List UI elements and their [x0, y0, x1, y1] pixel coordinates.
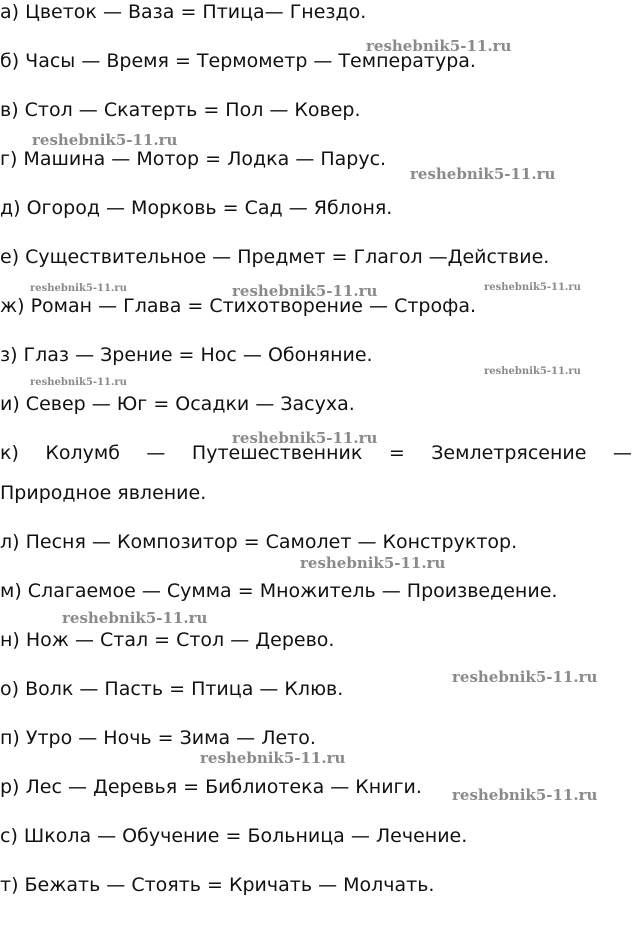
k-word: к): [0, 442, 19, 464]
analogy-line-m: м) Слагаемое — Сумма = Множитель — Произведение.: [0, 580, 558, 602]
watermark: reshebnik5-11.ru: [452, 668, 598, 686]
watermark: reshebnik5-11.ru: [366, 37, 512, 55]
watermark: reshebnik5-11.ru: [232, 282, 378, 300]
k-word: —: [146, 442, 166, 464]
watermark: reshebnik5-11.ru: [452, 786, 598, 804]
watermark: reshebnik5-11.ru: [30, 283, 127, 294]
watermark: reshebnik5-11.ru: [200, 749, 346, 767]
analogy-line-l: л) Песня — Композитор = Самолет — Конструктор.: [0, 531, 518, 553]
analogy-line-p: п) Утро — Ночь = Зима — Лето.: [0, 727, 316, 749]
k-word: =: [388, 442, 405, 464]
analogy-line-zh: ж) Роман — Глава = Стихотворение — Строфа.: [0, 295, 477, 317]
analogy-line-o: о) Волк — Пасть = Птица — Клюв.: [0, 678, 344, 700]
watermark: reshebnik5-11.ru: [484, 366, 581, 377]
analogy-line-r: р) Лес — Деревья = Библиотека — Книги.: [0, 776, 422, 798]
watermark: reshebnik5-11.ru: [62, 609, 208, 627]
analogy-line-n: н) Нож — Стал = Стол — Дерево.: [0, 629, 335, 651]
analogy-line-z: з) Глаз — Зрение = Нос — Обоняние.: [0, 344, 373, 366]
analogy-line-a: а) Цветок — Ваза = Птица— Гнездо.: [0, 1, 367, 23]
watermark: reshebnik5-11.ru: [32, 131, 178, 149]
analogy-line-b: б) Часы — Время = Термометр — Температура.: [0, 50, 476, 72]
k-word: Землетрясение: [431, 442, 587, 464]
analogy-line-t: т) Бежать — Стоять = Кричать — Молчать.: [0, 874, 435, 896]
k-word: Колумб: [45, 442, 120, 464]
analogy-line-v: в) Стол — Скатерть = Пол — Ковер.: [0, 99, 361, 121]
analogy-line-e: е) Существительное — Предмет = Глагол —Действие.: [0, 246, 550, 268]
analogy-line-d: д) Огород — Морковь = Сад — Яблоня.: [0, 197, 393, 219]
analogy-line-g: г) Машина — Мотор = Лодка — Парус.: [0, 148, 387, 170]
analogy-line-s: с) Школа — Обучение = Больница — Лечение.: [0, 825, 468, 847]
watermark: reshebnik5-11.ru: [300, 554, 446, 572]
analogy-line-k-continuation: Природное явление.: [0, 482, 207, 504]
k-word: Путешественник: [191, 442, 363, 464]
analogy-line-i: и) Север — Юг = Осадки — Засуха.: [0, 393, 355, 415]
watermark: reshebnik5-11.ru: [484, 282, 581, 293]
watermark: reshebnik5-11.ru: [410, 165, 556, 183]
k-word: —: [612, 442, 632, 464]
watermark: reshebnik5-11.ru: [232, 429, 378, 447]
watermark: reshebnik5-11.ru: [30, 377, 127, 388]
